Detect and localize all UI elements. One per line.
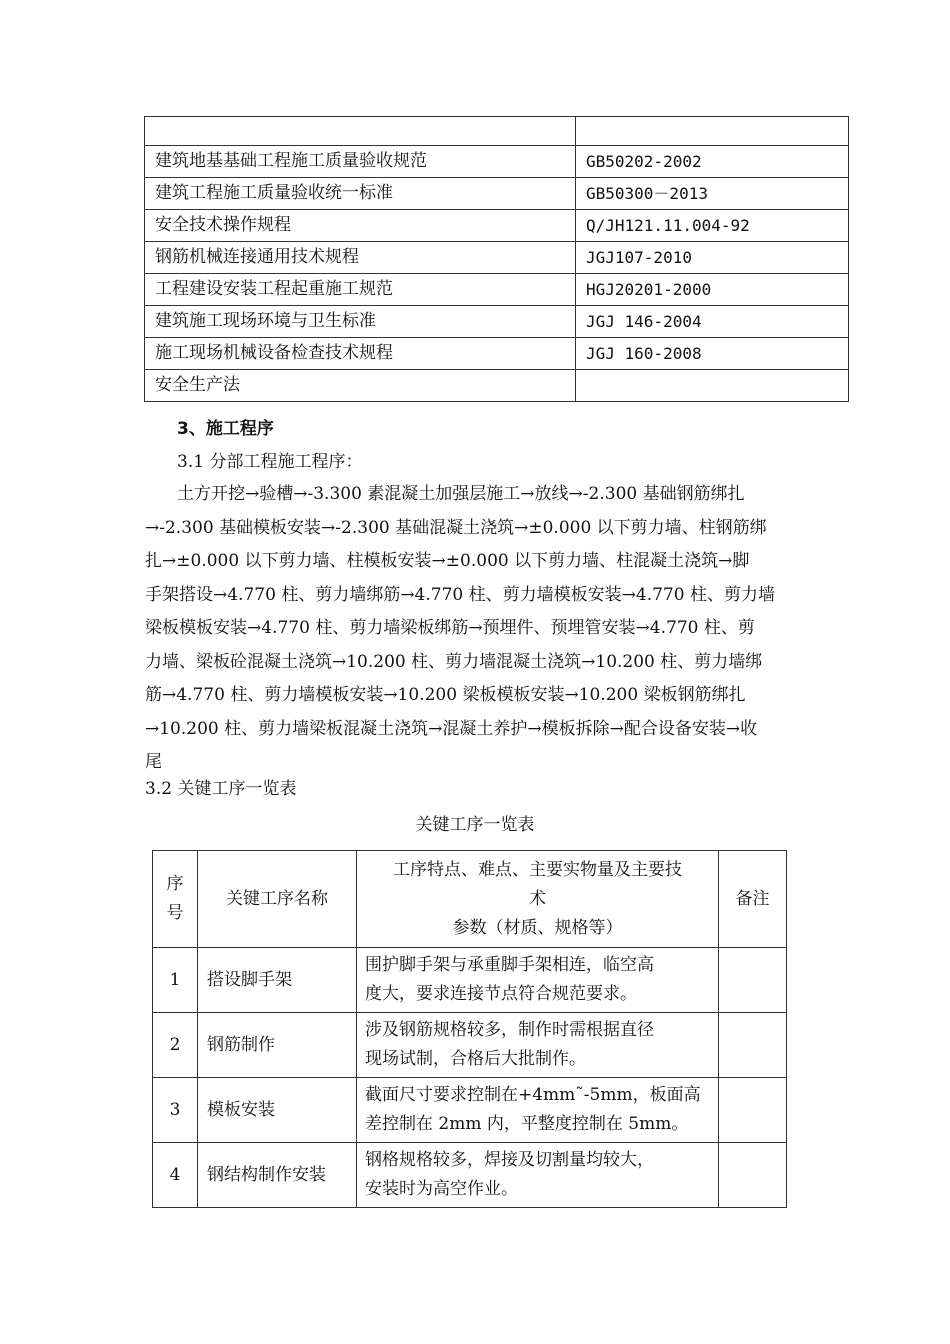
- standard-code-cell: JGJ107-2010: [576, 242, 849, 274]
- standard-code-cell: [576, 370, 849, 402]
- row-note: [719, 1078, 787, 1143]
- standard-code-cell: [576, 117, 849, 146]
- row-desc: [357, 1078, 719, 1143]
- standard-name-cell: 安全生产法: [145, 370, 576, 402]
- row-desc-line: 围护脚手架与承重脚手架相连，临空高: [365, 955, 654, 975]
- row-desc-line: 安装时为高空作业。: [365, 1179, 518, 1199]
- header-name: 关键工序名称: [198, 851, 357, 948]
- header-desc-line: 参数（材质、规格等）: [452, 917, 623, 938]
- row-note: [719, 1143, 787, 1208]
- paragraph-line: 力墙、梁板砼混凝土浇筑→10.200 柱、剪力墙混凝土浇筑→10.200 柱、剪力墙绑: [145, 651, 763, 672]
- header-no-line: 号: [166, 903, 184, 923]
- table-row: [145, 178, 849, 210]
- row-desc: [357, 1013, 719, 1078]
- paragraph-line: 尾: [145, 752, 162, 772]
- row-name: 搭设脚手架: [198, 948, 357, 1013]
- row-no: 1: [153, 948, 198, 1013]
- paragraph-line: 手架搭设→4.770 柱、剪力墙绑筋→4.770 柱、剪力墙模板安装→4.770 柱、剪力墙: [145, 584, 775, 605]
- standard-name-cell: [145, 117, 576, 146]
- header-desc-line: 术: [529, 888, 546, 909]
- table-row: [145, 242, 849, 274]
- table-row: [145, 306, 849, 338]
- paragraph-line: →-2.300 基础模板安装→-2.300 基础混凝土浇筑→±0.000 以下剪力墙、柱钢筋绑: [145, 517, 767, 538]
- row-desc-line: 涉及钢筋规格较多，制作时需根据直径: [365, 1020, 654, 1040]
- subsection-title: 3.1 分部工程施工程序：: [177, 452, 363, 472]
- row-no: 4: [153, 1143, 198, 1208]
- subsection-title: 3.2 关键工序一览表: [145, 779, 297, 799]
- table-row: [145, 274, 849, 306]
- standard-name-cell: 钢筋机械连接通用技术规程: [145, 242, 576, 274]
- standards-table: [144, 116, 849, 402]
- paragraph-line: 梁板模板安装→4.770 柱、剪力墙梁板绑筋→预埋件、预埋管安装→4.770 柱、剪: [145, 618, 755, 638]
- row-desc-line: 度大，要求连接节点符合规范要求。: [365, 984, 637, 1004]
- paragraph-line: →10.200 柱、剪力墙梁板混凝土浇筑→混凝土养护→模板拆除→配合设备安装→收: [145, 718, 758, 739]
- header-no: [153, 851, 198, 948]
- row-desc-line: 差控制在 2mm 内，平整度控制在 5mm。: [365, 1114, 689, 1134]
- table-row: [145, 370, 849, 402]
- table-row: [153, 1013, 787, 1078]
- row-name: 钢结构制作安装: [198, 1143, 357, 1208]
- standard-code-cell: HGJ20201-2000: [576, 274, 849, 306]
- row-no: 2: [153, 1013, 198, 1078]
- table-row: [145, 146, 849, 178]
- table-row: [153, 1078, 787, 1143]
- row-desc: [357, 948, 719, 1013]
- procedure-paragraph: [145, 478, 845, 780]
- key-process-table: [152, 850, 787, 1208]
- table-header-row: [153, 851, 787, 948]
- row-name: 模板安装: [198, 1078, 357, 1143]
- standard-name-cell: 工程建设安装工程起重施工规范: [145, 274, 576, 306]
- row-note: [719, 1013, 787, 1078]
- standard-code-cell: GB50300－2013: [576, 178, 849, 210]
- table-row: [145, 338, 849, 370]
- standard-name-cell: 安全技术操作规程: [145, 210, 576, 242]
- standard-code-cell: GB50202-2002: [576, 146, 849, 178]
- row-no: 3: [153, 1078, 198, 1143]
- row-name: 钢筋制作: [198, 1013, 357, 1078]
- standard-name-cell: 建筑工程施工质量验收统一标准: [145, 178, 576, 210]
- header-desc-line: 工序特点、难点、主要实物量及主要技: [393, 859, 682, 880]
- standard-code-cell: JGJ 160-2008: [576, 338, 849, 370]
- paragraph-line: 扎→±0.000 以下剪力墙、柱模板安装→±0.000 以下剪力墙、柱混凝土浇筑→脚: [145, 551, 750, 571]
- standard-name-cell: 建筑地基基础工程施工质量验收规范: [145, 146, 576, 178]
- row-note: [719, 948, 787, 1013]
- standard-code-cell: Q/JH121.11.004-92: [576, 210, 849, 242]
- header-note: 备注: [719, 851, 787, 948]
- standard-name-cell: 施工现场机械设备检查技术规程: [145, 338, 576, 370]
- table-caption: 关键工序一览表: [415, 815, 535, 835]
- table-row: [153, 1143, 787, 1208]
- table-row: [153, 948, 787, 1013]
- header-no-line: 序: [166, 874, 184, 894]
- row-desc-line: 截面尺寸要求控制在+4mm˜-5mm，板面高: [365, 1085, 701, 1105]
- standard-code-cell: JGJ 146-2004: [576, 306, 849, 338]
- table-row: [145, 210, 849, 242]
- section-heading: 3、施工程序: [177, 419, 274, 439]
- standard-name-cell: 建筑施工现场环境与卫生标准: [145, 306, 576, 338]
- row-desc-line: 现场试制，合格后大批制作。: [365, 1049, 586, 1069]
- table-row: [145, 117, 849, 146]
- row-desc-line: 钢格规格较多，焊接及切割量均较大，: [365, 1150, 654, 1170]
- paragraph-line: 土方开挖→验槽→-3.300 素混凝土加强层施工→放线→-2.300 基础钢筋绑扎: [177, 484, 745, 504]
- row-desc: [357, 1143, 719, 1208]
- header-desc: [357, 851, 719, 948]
- paragraph-line: 筋→4.770 柱、剪力墙模板安装→10.200 梁板模板安装→10.200 梁板钢筋绑扎: [145, 685, 746, 705]
